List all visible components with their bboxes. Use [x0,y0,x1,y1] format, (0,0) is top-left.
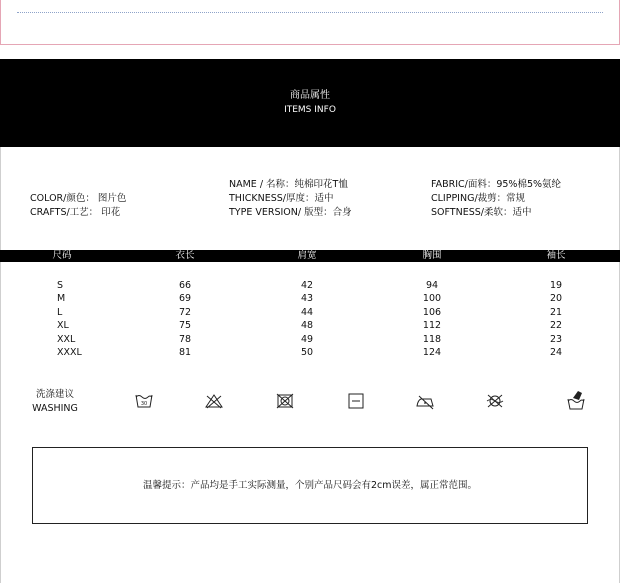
no-bleach-icon [204,392,224,410]
measurement-note-box [32,447,588,524]
cell-size: XL [57,320,69,331]
dotted-divider [17,12,603,13]
cell-chest: 112 [422,320,442,331]
attr-color: COLOR/颜色： 图片色 [30,193,127,204]
cell-shoulder: 42 [300,280,314,291]
svg-text:30: 30 [140,401,148,407]
cell-sleeve: 22 [549,320,563,331]
cell-length: 66 [178,280,192,291]
cell-chest: 94 [425,280,439,291]
measurement-note: 温馨提示：产品均是手工实际测量，个别产品尺码会有2cm误差，属正常范围。 [142,480,478,491]
attr-crafts: CRAFTS/工艺： 印花 [30,207,121,218]
top-frame [0,0,620,45]
cell-shoulder: 43 [300,293,314,304]
attr-type-version: TYPE VERSION/ 版型：合身 [229,207,352,218]
col-header-chest: 胸围 [422,250,442,261]
cell-chest: 100 [422,293,442,304]
cell-sleeve: 23 [549,334,563,345]
col-header-size: 尺码 [52,250,72,261]
washing-label-en: WASHING [32,403,78,414]
col-header-length: 衣长 [175,250,195,261]
cell-sleeve: 20 [549,293,563,304]
no-dry-clean-icon [485,392,505,410]
cell-size: M [57,293,66,304]
cell-chest: 118 [422,334,442,345]
no-tumble-dry-icon [275,392,295,410]
hand-wash-icon [566,389,586,411]
col-header-sleeve: 袖长 [546,250,566,261]
cell-sleeve: 24 [549,347,563,358]
attr-softness: SOFTNESS/柔软：适中 [431,207,532,218]
cell-length: 72 [178,307,192,318]
cell-sleeve: 19 [549,280,563,291]
cell-length: 81 [178,347,192,358]
size-table-header [0,250,620,262]
banner-title-en: ITEMS INFO [284,105,336,115]
cell-length: 69 [178,293,192,304]
washing-label-cn: 洗涤建议 [35,389,74,400]
dry-flat-icon [346,392,366,410]
attr-fabric: FABRIC/面料：95%棉5%氨纶 [431,179,562,190]
attr-clipping: CLIPPING/裁剪：常规 [431,193,526,204]
iron-low-icon [415,392,435,410]
col-header-shoulder: 肩宽 [297,250,317,261]
cell-size: XXXL [57,347,82,358]
cell-length: 75 [178,320,192,331]
hand-wash-30-icon [134,392,154,410]
cell-sleeve: 21 [549,307,563,318]
cell-size: S [57,280,64,291]
cell-size: L [57,307,63,318]
cell-shoulder: 44 [300,307,314,318]
cell-shoulder: 48 [300,320,314,331]
banner-title-cn: 商品属性 [290,90,330,101]
cell-length: 78 [178,334,192,345]
attr-thickness: THICKNESS/厚度：适中 [229,193,334,204]
attr-name: NAME / 名称：纯棉印花T恤 [229,179,348,190]
cell-shoulder: 50 [300,347,314,358]
cell-chest: 124 [422,347,442,358]
items-info-banner [0,59,620,147]
cell-shoulder: 49 [300,334,314,345]
left-border [0,147,1,583]
cell-chest: 106 [422,307,442,318]
cell-size: XXL [57,334,76,345]
